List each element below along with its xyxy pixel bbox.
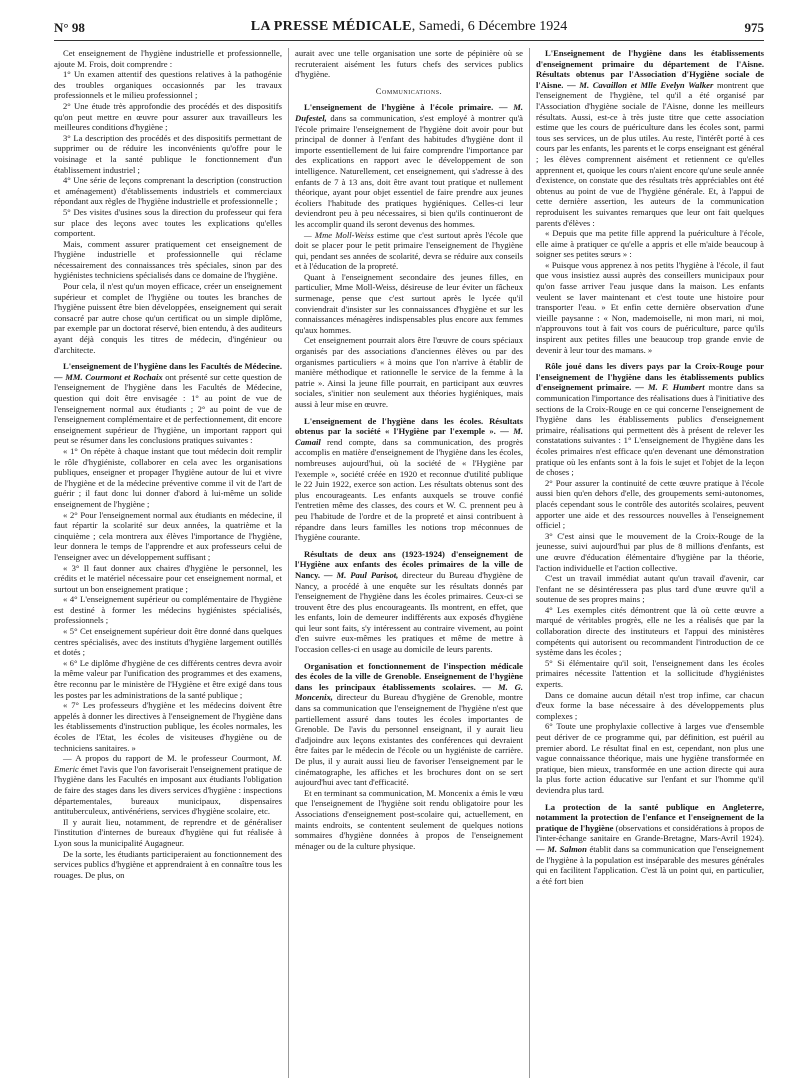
paragraph	[295, 230, 523, 272]
heading-text: Résultats de deux ans (1923-1924) d'enseignement de l'Hygiène aux enfants des écoles primaires de la ville de Nancy.	[295, 548, 523, 580]
heading-body: dans sa communication, s'est employé à montrer qu'à l'école primaire l'enseignement de l'hygiène doit avoir pour but principal de donner à l'enfant des habitudes d'hygiène dont il importe essentiellement de lui faire comprendre l'importance par des explications en rapport avec le développement de son intelligence. Naturellement, cet enseignement, qui s'adresse à des enfants de 7 à 13 ans, doit être avant tout pratique et nullement théorique, ayant pour objet essentiel de faire prendre aux jeunes écoliers l'habitude des pratiques hygiéniques. Celles-ci leur deviendront peu à peu nécessaires, si bien qu'ils continueront de les accomplir quand ils seront devenus des hommes.	[295, 112, 523, 229]
paragraph: Cet enseignement pourrait alors être l'œuvre de cours spéciaux organisés par des associations d'anciennes élèves ou par des organismes particuliers « à moins que l'on n'arrive à établir de manière méthodique et rationnelle le service de la femme à la patrie ». Ainsi la jeune fille pourrait, en participant aux œuvres sociales, s'initier non seulement aux théories hygiéniques, mais aussi à leur mise en œuvre.	[295, 335, 523, 409]
paragraph: Pour cela, il n'est qu'un moyen efficace, créer un enseignement supérieur et complet de l'hygiène ou toutes les branches de l'hygiène puissent être bien développées, enseignement qui serait consacré par autre chose qu'un certificat ou un simple diplôme, par exemple par un doctorat réservé, bien entendu, à des auditeurs ayant déjà conquis les titres de médecin, d'ingénieur ou d'architecte.	[54, 281, 282, 355]
text-run: estime que c'est surtout après l'école que doit se placer pour le petit primaire l'enseignement de l'hygiène qui, pendant ses années de scolarité, devra se réduire aux conseils et à l'éducation de la propreté.	[295, 229, 523, 272]
author-name: — Mme Moll-Weiss	[304, 229, 374, 240]
paragraph: Il y aurait lieu, notamment, de reprendre et de généraliser l'institution d'internes de bureaux d'hygiène qui fut réalisée à Lyon sous la municipalité Augagneur.	[54, 816, 282, 848]
paragraph: 5° Des visites d'usines sous la direction du professeur qui fera sur place des leçons avec toutes les explications qu'elles comportent.	[54, 206, 282, 239]
section-heading	[295, 549, 523, 655]
heading-authors: — MM. Courmont et Rochaix	[54, 371, 163, 382]
paragraph: 2° Pour assurer la continuité de cette œuvre pratique à l'école aussi bien qu'en dehors d'elle, des groupements semi-autonomes, placés cependant sous le contrôle des autorités scolaires, peuvent apporter une aide et des ressources nouvelles à l'enseignement officiel ;	[536, 477, 764, 531]
paragraph: Dans ce domaine aucun détail n'est trop infime, car chacun d'eux forme la base nécessaire à des développements plus complexes ;	[536, 689, 764, 721]
section-heading	[536, 802, 764, 887]
heading-body: ont présenté sur cette question de l'enseignement de l'hygiène dans les Facultés de Médecine, question qui doit être envisagée : 1° au point de vue de l'enseignement normal aux étudiants ; 2° au point de vue de l'enseignement complémentaire et de perfectionnement, dit encore enseignement supérieur de l'hygiène, un important rapport qui peut se résumer dans les conclusions pratiques suivantes :	[54, 371, 282, 446]
journal-title-line	[54, 19, 764, 35]
quote-paragraph: « 1° On répète à chaque instant que tout médecin doit remplir le rôle d'hygiéniste, collaborer en cela avec les organisations publiques, enseigner et propager l'hygiène autour de lui et vivre de l'hygiène et de la médecine préventive comme il vit de l'art de guérir ; il faut donc lui donner d'abord à lui-même un solide enseignement de l'hygiène ;	[54, 445, 282, 509]
paragraph: aurait avec une telle organisation une sorte de pépinière où se recruteraient aisément les futurs chefs des services publics d'hygiène.	[295, 48, 523, 80]
heading-body: montrent que l'enseignement de l'hygiène, tel qu'il a été organisé par l'Association d'hygiène sociale de l'Aisne, donne les meilleurs résultats. Aussi, est-ce à très juste titre que cette association estime que les cours de puériculture dans les écoles sont, parmi tous ses services, un de plus utiles. Au reste, l'intérêt porté à ces cours par les enfants, les parents et le corps enseignant est général ; les élèves comprennent aisément et retiennent ce qu'elles apprennent et, quoique les cours n'aient encore qu'une seule année d'existence, on constate que des résultats très appréciables ont été obtenus au point de vue de l'hygiène générale. Et, à l'appui de cette dernière assertion, les auteurs de la communication reproduisent les suivantes remarques que leur ont fait quelques parents d'élèves :	[536, 79, 764, 228]
column-2	[295, 48, 523, 1078]
paragraph: Et en terminant sa communication, M. Moncenix a émis le vœu que l'enseignement de l'hygiène soit rendu obligatoire pour les Associations d'enseignement post-scolaire qui, actuellement, en maints endroits, se contentent seulement de quelques notions sommaires d'hygiène données à propos de l'enseignement ménager ou de la culture physique.	[295, 787, 523, 851]
quote-paragraph: « Puisque vous apprenez à nos petits l'hygiène à l'école, il faut que vous insistiez aussi auprès des conseillers municipaux pour qu'on fasse arriver l'eau jusque dans la maison. Les enfants veulent se laver maintenant et c'est toute une histoire pour transporter l'eau. » Et enfin cette dernière observation d'une vieille paysanne : « Non, mademoiselle, ni mon mari, ni moi, n'approuvons tout à fait vos cours de puériculture, parce qu'ils inspirent aux petites filles une beaucoup trop grande envie de devenir à leur tour des mamans. »	[536, 259, 764, 355]
paragraph	[54, 753, 282, 817]
heading-text: L'enseignement de l'hygiène dans les écoles. Résultats obtenus par la société « l'Hygiène par l'exemple ».	[295, 415, 523, 437]
section-heading	[295, 102, 523, 229]
paragraph: C'est un travail immédiat autant qu'un travail d'avenir, car l'enfant ne se désintéressera pas plus tard d'une œuvre qu'il a soutenue de ses propres mains ;	[536, 573, 764, 605]
quote-paragraph: « 6° Le diplôme d'hygiène de ces différents centres devra avoir la même valeur par l'unification des programmes et des examens, être reconnu par le ministère de l'Hygiène et être exigé dans tous les postes par les administrations de la santé publique ;	[54, 657, 282, 700]
heading-authors: — M. Cavaillon et Mlle Evelyn Walker	[563, 79, 714, 90]
heading-authors: — M. Dufestel,	[295, 102, 523, 123]
section-heading	[536, 48, 764, 228]
paragraph: Cet enseignement de l'hygiène industrielle et professionnelle, ajoute M. Frois, doit comprendre :	[54, 48, 282, 69]
quote-paragraph: « 3° Il faut donner aux chaires d'hygiène le personnel, les crédits et le matériel nécessaire pour cet enseignement normal, et surtout un bon enseignement pratique ;	[54, 562, 282, 594]
section-heading	[536, 361, 764, 478]
text-run: — A propos du rapport de M. le professeur Courmont,	[63, 753, 273, 764]
quote-paragraph: « 2° Pour l'enseignement normal aux étudiants en médecine, il faut répartir la scolarité sur deux années, la quatrième et la cinquième ; cela montrera aux élèves l'importance de l'hygiène, leur donnera le temps de l'apprendre et aux professeurs celui de l'enseigner avec un développement suffisant ;	[54, 509, 282, 562]
section-heading	[54, 361, 282, 446]
paragraph: 3° La description des procédés et des dispositifs permettant de supprimer ou de réduire les inconvénients qu'offre pour le voisinage et la santé publique le fonctionnement d'un établissement industriel ;	[54, 132, 282, 175]
paragraph: 1° Un examen attentif des questions relatives à la pathogénie des troubles organiques occasionnés par les travaux professionnels et le milieu professionnel ;	[54, 69, 282, 101]
paragraph: 3° C'est ainsi que le mouvement de la Croix-Rouge de la jeunesse, suivi aujourd'hui par plus de 8 millions d'enfants, est une œuvre d'éducation élémentaire d'hygiène par la théorie, l'action individuelle et l'action collective.	[536, 530, 764, 573]
heading-authors: — M. F. Humbert	[631, 382, 705, 393]
quote-paragraph: « 7° Les professeurs d'hygiène et les médecins doivent être appelés à donner les directives à l'enseignement de l'hygiène dans les établissements d'instruction publique, les écoles normales, les écoles de l'Etat, les écoles de visiteuses d'hygiène ou de techniciens sanitaires. »	[54, 700, 282, 753]
paragraph: De la sorte, les étudiants participeraient au fonctionnement des services publics d'hygiène et apprendraient à en connaître tous les rouages. De plus, on	[54, 848, 282, 880]
page	[54, 18, 764, 886]
heading-text: L'enseignement de l'hygiène à l'école primaire.	[304, 102, 494, 113]
running-header	[54, 18, 764, 41]
column-divider	[288, 48, 289, 1078]
heading-authors: — M. Paul Parisot,	[320, 569, 399, 580]
section-heading	[295, 416, 523, 543]
heading-body: rend compte, dans sa communication, des progrès accomplis en matière d'enseignement de l'hygiène dans les écoles, nombreuses aujourd'hui, où la société de « l'Hygiène par l'exemple », société créée en 1920 et reconnue d'utilité publique le 22 Juin 1922, exerce son action. Les résultats obtenus sont des plus encourageants. Les enfants auxquels se trouve confié l'entretien même des classes, des cours et W. C. prennent peu à peu l'habitude de l'ordre et de la propreté et ainsi contribuent à répandre dans leurs familles les notions trop méconnues de l'hygiène courante.	[295, 436, 523, 543]
heading-authors: — M. G. Moncenix,	[295, 681, 523, 703]
journal-name: LA PRESSE MÉDICALE	[250, 19, 412, 34]
column-divider	[529, 48, 530, 1078]
section-label: Communications.	[375, 85, 443, 96]
heading-authors: — M. Salmon	[536, 843, 587, 854]
issue-date: , Samedi, 6 Décembre 1924	[411, 19, 568, 34]
column-1	[54, 48, 282, 1078]
quote-paragraph: « Depuis que ma petite fille apprend la puériculture à l'école, elle aime à pratiquer ce qu'elle a appris et elle m'aide beaucoup à soigner ses petites sœurs » :	[536, 228, 764, 260]
heading-body: directeur du Bureau d'hygiène de Nancy, a procédé à une enquête sur les résultats donnés par l'enseignement de l'hygiène dans les écoles primaires. Ceux-ci se trouvent être des plus encourageants. Ils montrent, en effet, que les enfants, loin de demeurer indifférents aux exposés d'hygiène qui leur sont faits, s'y intéressent au contraire vivement, au point d'en suivre eux-mêmes les pratiques et même de mettre à l'occasion celles-ci en usage au domicile de leurs parents.	[295, 569, 523, 655]
quote-paragraph: « 5° Cet enseignement supérieur doit être donné dans quelques centres spécialisés, avec des instituts d'hygiène largement outillés et dotés ;	[54, 626, 282, 658]
paragraph: 5° Si élémentaire qu'il soit, l'enseignement dans les écoles primaires nécessite l'attention et la sollicitude d'hygiénistes experts.	[536, 657, 764, 690]
heading-text: Rôle joué dans les divers pays par la Croix-Rouge pour l'enseignement de l'hygiène dans les établissements publics d'enseignement primaire.	[536, 361, 764, 393]
paragraph: 4° Une série de leçons comprenant la description (construction et aménagement) d'établissements industriels et commerciaux répondant aux règles de l'hygiène industrielle et professionnelle ;	[54, 175, 282, 207]
heading-text: L'Enseignement de l'hygiène dans les établissements d'enseignement primaire du département de l'Aisne. Résultats obtenus par l'Association d'Hygiène sociale de l'Aisne.	[536, 48, 764, 90]
heading-text: L'enseignement de l'hygiène dans les Facultés de Médecine.	[63, 361, 282, 372]
text-run: émet l'avis que l'on favoriserait l'enseignement pratique de l'hygiène dans les Facultés en imposant aux étudiants l'obligation de faire des stages dans les divers services d'hygiène : inspections départementales, bureaux municipaux, dispensaires antituberculeux, antivénériens, services d'hygiène scolaire, etc.	[54, 763, 282, 817]
heading-body: établit dans sa communication que l'enseignement de l'hygiène à la population est inséparable des mesures générales qui en facilitent l'application. C'est là un point qui, en particulier, a été fort bien	[536, 843, 764, 886]
heading-body: montre dans sa communication l'importance des réalisations dues à l'initiative des sections de la Croix-Rouge en ce qui concerne l'enseignement de l'hygiène dans les établissements publics d'enseignement primaire, réalisations qui permettent dès à présent de relever les constatations suivantes : 1° L'enseignement de l'hygiène dans les écoles primaires n'est efficace qu'en devenant une démonstration pratique où les enfants sont à la fois le sujet et l'objet de la leçon de choses ;	[536, 382, 764, 478]
article-columns	[54, 48, 764, 1078]
section-heading	[295, 661, 523, 788]
heading-subtext: (observations et considérations à propos de l'inter-échange sanitaire en Grande-Bretagne, Mars-Avril 1924).	[536, 822, 764, 844]
paragraph: Mais, comment assurer pratiquement cet enseignement de l'hygiène industrielle et professionnelle qui réclame nécessairement des connaissances très spéciales, sinon par des hygiénistes techniciens spécialisés dans ce domaine de l'hygiène.	[54, 238, 282, 281]
column-3	[536, 48, 764, 1078]
paragraph: 6° Toute une prophylaxie collective à larges vue d'ensemble peut dériver de ce programme qui, par définition, est puéril au premier abord. Le résultat final en est, cependant, non plus une vague connaissance théorique, mais une hygiène transformée en pratique, bien mieux, transformée en une action directe qui aura la plus forte action éducative sur l'enfant et sur l'homme qu'il deviendra plus tard.	[536, 721, 764, 795]
author-name: M. Emeric	[54, 753, 282, 774]
heading-text: Organisation et fonctionnement de l'inspection médicale des écoles de la ville de Grenoble. Enseignement de l'hygiène dans les principaux établissements scolaires.	[295, 660, 523, 692]
heading-authors: — M. Camail	[295, 426, 523, 447]
heading-body: directeur du Bureau d'hygiène de Grenoble, montre dans sa communication que l'enseignement de l'hygiène n'est que partiellement assuré dans toutes les écoles importantes de Grenoble. De l'avis du personnel enseignant, il y aurait lieu d'adjoindre aux leçons existantes des conférences qui devraient être faites par le médecin de l'école ou un hygiéniste de carrière. De plus, il y aurait aussi lieu de favoriser l'enseignement par le cinématographe, les affiches et les brochures dont on se sert aujourd'hui avec tant d'efficacité.	[295, 692, 523, 788]
paragraph: 2° Une étude très approfondie des procédés et des dispositifs qu'on peut mettre en œuvre pour assurer aux travailleurs les meilleures conditions d'hygiène ;	[54, 100, 282, 133]
quote-paragraph: « 4° L'enseignement supérieur ou complémentaire de l'hygiène est destiné à former les médecins hygiénistes spécialisés, professionnels ;	[54, 594, 282, 626]
paragraph: Quant à l'enseignement secondaire des jeunes filles, en particulier, Mme Moll-Weiss, désireuse de leur éviter un fâcheux surmenage, pense que c'est surtout après le lycée qu'il conviendrait d'insister sur les connaissances d'hygiène et sur les connaissances ménagères indispensables plus encore aux femmes qu'aux hommes.	[295, 271, 523, 335]
page-number-left: N° 98	[54, 20, 85, 35]
page-number-right: 975	[744, 20, 764, 35]
heading-text: La protection de la santé publique en Angleterre, notamment la protection de l'enfance et l'enseignement de la pratique de l'hygiène	[536, 801, 764, 833]
paragraph: 4° Les exemples cités démontrent que là où cette œuvre a marqué de véritables progrès, elle ne les a réalisés que par la collaboration directe des instituteurs et l'appui des ministères compétents qui autorisent ou recommandent l'introduction de ce système dans les écoles ;	[536, 604, 764, 658]
